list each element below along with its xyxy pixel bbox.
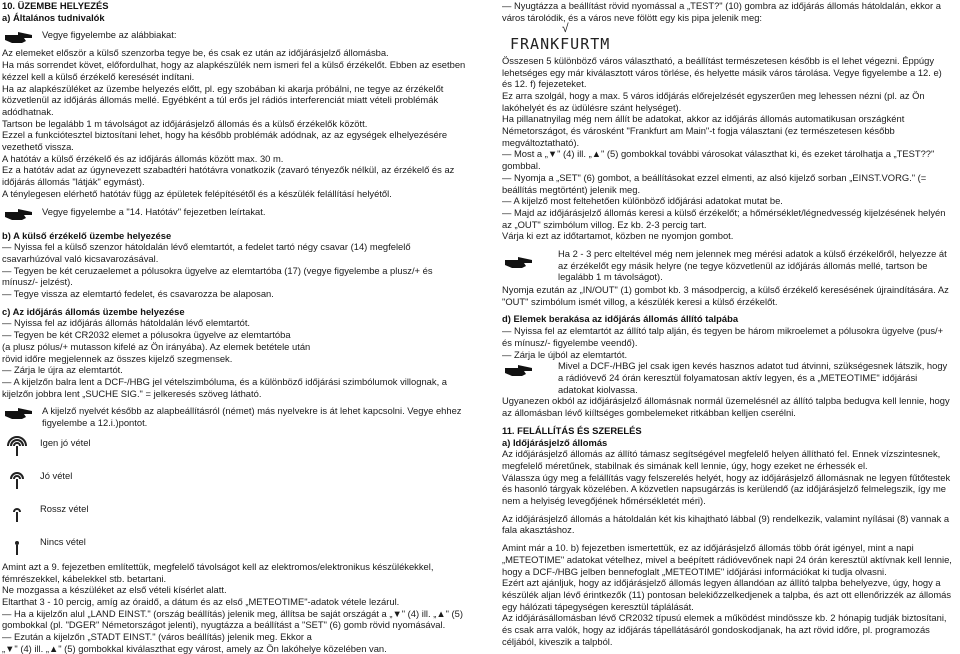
- paragraph: — Zárja le újra az elemtartót.: [2, 364, 123, 376]
- paragraph: — Majd az időjárásjelző állomás keresi a külső érzékelőt; a hőmérséklet/légnedvesség kijelzésének helyén az „OUT" szimbólum villog. Ez kb. 2-3 percig tart.: [502, 206, 946, 230]
- signal-label: Igen jó vétel: [40, 436, 91, 448]
- paragraph: A ténylegesen elérhető hatótáv függ az épületek felépítésétől és a készülék felállításí helyétől.: [2, 187, 392, 199]
- note-block: [2, 29, 467, 47]
- signal-good-icon: [4, 466, 30, 492]
- left-column: [2, 0, 467, 654]
- paragraph: Ne mozgassa a készüléket az első vételi kísérlet alatt.: [2, 584, 227, 596]
- pointing-hand-icon: [504, 362, 534, 378]
- signal-row: [2, 528, 467, 561]
- signal-excellent-icon: [4, 433, 30, 459]
- pointing-hand-icon: [4, 29, 34, 45]
- paragraph: Ez arra szolgál, hogy a max. 5 város időjárás előrejelzését egyszerűen meg lehessen nézni (pl. az Ön lakóhelyét és az üdülésre szánt helységet).: [502, 89, 925, 113]
- paragraph: — Nyissa fel az időjárás állomás hátoldalán lévő elemtartót.: [2, 317, 251, 329]
- signal-label: Rossz vétel: [40, 502, 89, 514]
- paragraph: Nyomja ezután az „IN/OUT" (1) gombot kb. 3 másodpercig, a külső érzékelő keresésének újraindítására. Az "OUT" szimbólum ismét villog, a készülék keresi a külső érzékelőt.: [502, 284, 949, 307]
- subsection-title-11a: a) Időjárásjelző állomás: [502, 436, 608, 448]
- paragraph: — Tegye vissza az elemtartó fedelet, és csavarozza be alaposan.: [2, 288, 274, 300]
- paragraph: Válassza úgy meg a felállítás vagy felszerelés helyét, hogy az időjárásjelző állomásnak ne legyen fűtőtestek és hasonló tárgyak közelében. A közvetlen napsugárzás is kerülendő (az időjárásjelző felmelegszik, így me nem a helyiség levegőjének hőmérsékletét méri).: [502, 471, 951, 507]
- signal-row: [2, 462, 467, 495]
- paragraph: — Tegyen be két ceruzaelemet a pólusokra ügyelve az elemtartóba (17) (vegye figyelembe a plusz/+ és mínusz/- jelzést).: [2, 264, 433, 288]
- subsection-title-b: b) A külső érzékelő üzembe helyezése: [2, 229, 172, 241]
- subsection-title-c: c) Az időjárás állomás üzembe helyezése: [2, 305, 185, 317]
- note-block: [502, 360, 954, 395]
- paragraph: Tartson be legalább 1 m távolságot az időjárásjelző állomás és a külső érzékelők között.: [2, 117, 368, 129]
- paragraph: Várja ki ezt az időtartamot, közben ne nyomjon gombot.: [502, 230, 734, 242]
- paragraph: — A kijelzőn balra lent a DCF-/HBG jel vételszimbóluma, és a különböző időjárási szimbólumok villognak, a kijelzőn jobbra lent „SUCHE SIG." = jelkeresés szöveg látható.: [2, 375, 447, 399]
- display-city-text: FRANKFURTM: [510, 35, 611, 54]
- paragraph: A hatótáv a külső érzékelő és az időjárás állomás között max. 30 m.: [2, 152, 284, 164]
- paragraph: Ha az alapkészüléket az üzembe helyezés előtt, pl. egy szobában ki akarja próbálni, ne tegye az érzékelőt közvetlenül az időjárás állomás mellé. Egyébként a túl erős jel rádiós interferenciát miatt vételi problémák adódhatnak.: [2, 82, 444, 117]
- paragraph: Az időjárásállomásban lévő CR2032 típusú elemek a működést mindössze kb. 2 hónapig tudják biztosítani, és csak arra valók, hogy az időjárás tápellátásáról gondoskodjanak, ha azt rövid időre, pl. programozás céljából, kiveszik a talpból.: [502, 612, 947, 647]
- note-text: Mivel a DCF-/HBG jel csak igen kevés hasznos adatot tud átvinni, szükségesnek látszik, hogy a rádióvevő 24 órán keresztül folyamatosan aktív legyen, és a „METEOTIME" időjárási adatokat kiolvassa.: [558, 360, 948, 395]
- paragraph: Az időjárásjelző állomás a hátoldalán két kis kihajtható lábbal (9) rendelkezik, valamint nyílásai (8) vannak a fala akasztáshoz.: [502, 512, 950, 536]
- paragraph: Összesen 5 különböző város választható, a beállítást természetesen később is el lehet végezni. Éppúgy lehetséges egy már kiválasztott város törlése, és helyette másik város tárolása. Vegye figyelembe a 12. e) és 12. f) fejezeteket.: [502, 54, 942, 90]
- paragraph: Ugyanezen okból az időjárásjelző állomásnak normál üzemelésnél az állító talpba bedugva kell lennie, hogy az állomásban lévő kiíltséges gombelemeket ritkábban kelljen cserélni.: [502, 395, 950, 419]
- note-text: A kijelző nyelvét később az alapbeállításról (német) más nyelvekre is át lehet kapcsolni. Vegye ehhez figyelembe a 12.i.)pontot.: [42, 405, 462, 429]
- note-text: Ha 2 - 3 perc elteltével még nem jelennek meg mérési adatok a külső érzékelőről, helyezze át az érzékelőt egy másik helyre (ne tegye közvetlenül az időjárás állomás mellé, tartson be legalább 1 m távolságot).: [558, 248, 947, 283]
- paragraph: — A kijelző most feltehetően különböző időjárási adatokat mutat be.: [502, 195, 783, 207]
- note-block: [2, 206, 467, 224]
- note-text: Vegye figyelembe a "14. Hatótáv" fejezetben leírtakat.: [42, 205, 266, 217]
- paragraph: Ezért azt ajánljuk, hogy az időjárásjelző állomás legyen állandóan az állító talpba behelyezve, úgy, hogy a készülék aljan lévő érintkezők (11) pontosan belekiőzzelkedjenek a talpba, és azt ott ellenőrizzék az állomás egy hálózati tápegységen keresztül táplálását.: [502, 577, 952, 612]
- paragraph: — Ezután a kijelzőn „STADT EINST." (város beállítás) jelenik meg. Ekkor a: [2, 631, 312, 643]
- section-title-11: 11. FELÁLLÍTÁS ÉS SZERELÉS: [502, 424, 642, 436]
- paragraph: Ha más sorrendet követ, előfordulhat, hogy az alapkészülék nem ismeri fel a külső érzékelőt. Ebben az esetben kézzel kell a külső érzékelő keresését indítani.: [2, 59, 466, 82]
- signal-label: Jó vétel: [40, 469, 73, 481]
- paragraph: Amint már a 10. b) fejezetben ismertettük, ez az időjárásjelző állomás több órát igényel, mint a napi „METEOTIME" adatokat vételhez, mivel a beépített rádióvevőnek napi 24 órán keresztül aktívnak kell lennie, hogy a DCF-/HBG jelben bennefoglalt „METEOTIME" időjárási információkat ki tudja olvasni.: [502, 542, 952, 577]
- pointing-hand-icon: [4, 405, 34, 421]
- right-column: [502, 0, 954, 647]
- paragraph: Eltarthat 3 - 10 percig, amíg az óraidő, a dátum és az első „METEOTIME"-adatok vétele lezárul.: [2, 595, 400, 607]
- checkmark-icon: √: [562, 21, 569, 36]
- section-title-10: 10. ÜZEMBE HELYEZÉS: [2, 0, 109, 11]
- paragraph: Ezzel a funkciótesztel biztosítani lehet, hogy ha később problémák adódnak, az az egységek elhelyezésére vezethető vissza.: [2, 129, 448, 153]
- pointing-hand-icon: [504, 254, 534, 270]
- paragraph: Ez a hatótáv adat az úgynevezett szabadtéri hatótávra vonatkozik (zavaró tényezők nélkül, az érzékelő és az időjárás állomás "látják" egymást).: [2, 164, 455, 188]
- paragraph: — Tegyen be két CR2032 elemet a pólusokra ügyelve az elemtartóba: [2, 329, 291, 341]
- paragraph: — Nyomja a „SET" (6) gombot, a beállításokat ezzel elmenti, az alsó kijelző sorban „EINST.VORG." (= beállítás megtörtént) jelenik meg.: [502, 171, 927, 195]
- paragraph: (a plusz pólus/+ mutasson kifelé az Ön irányába). Az elemek betétele után: [2, 340, 311, 352]
- paragraph: Az elemeket először a külső szenzorba tegye be, és csak ez után az időjárásjelző állomásba.: [2, 47, 389, 59]
- paragraph: — Ha a kijelzőn alul „LAND EINST." (ország beállítás) jelenik meg, állítsa be saját országát a „▼" (4) ill. „▲" (5) gombokkal (pl. "DGER" Németországot jelenti), nyugtázza a beállítást a "SET" (6) gomb rövid nyomásával.: [2, 607, 463, 631]
- paragraph: — Nyissa fel a külső szenzor hátoldalán lévő elemtartót, a fedelet tartó négy csavar (14) megfelelő csavarhúzóval való kicsavarozásával.: [2, 241, 411, 264]
- display-illustration: [502, 23, 954, 54]
- note-text: Vegye figyelembe az alábbiakat:: [42, 29, 177, 41]
- paragraph: — Zárja le újból az elemtartót.: [502, 348, 628, 360]
- pointing-hand-icon: [4, 206, 34, 222]
- paragraph: Ha pillanatnyilag még nem állít be adatokat, akkor az időjárás állomás automatikusan országként Németországot, és városként "Frankfurt am Main"-t fogja választani (ez természetesen később megváltoztatható).: [502, 113, 905, 148]
- signal-label: Nincs vétel: [40, 535, 86, 547]
- signal-none-icon: [4, 532, 30, 558]
- subsection-title-d: d) Elemek berakása az időjárás állomás állító talpába: [502, 313, 739, 325]
- paragraph: — Nyissa fel az elemtartót az állító talp alján, és tegyen be három mikroelemet a pólusokra ügyelve (pus/+ és mínusz/- figyelembe veendő).: [502, 325, 944, 348]
- signal-poor-icon: [4, 499, 30, 525]
- paragraph: Amint azt a 9. fejezetben említettük, megfelelő távolságot kell az elektromos/elektronikus készülékekkel, fémrészekkel, kábelekkel stb. betartani.: [2, 560, 434, 584]
- paragraph: Az időjárásjelző állomás az állító támasz segítségével megfelelő helyen állítható fel. Ennek vízszintesnek, megfelelő méretűnek, stabilnak és simának kell lennie, úgy, hogy ezeket ne érhessék el.: [502, 448, 941, 471]
- signal-row: [2, 429, 467, 462]
- paragraph: — Most a „▼" (4) ill. „▲" (5) gombokkal további városokat választhat ki, és ezeket tárolhatja a „TEST??" gombbal.: [502, 148, 935, 172]
- note-block: [502, 248, 954, 284]
- subsection-title-a: a) Általános tudnivalók: [2, 11, 105, 23]
- paragraph: — Nyugtázza a beállítást rövid nyomással a „TEST?" (10) gombra az időjárás állomás hátoldalán, ekkor a város tárolódik, és a város neve fölött egy kis pipa jelenik meg:: [502, 0, 941, 23]
- note-block: [2, 405, 467, 428]
- paragraph: „▼" (4) ill. „▲" (5) gombokkal kiválaszthat egy várost, amely az Ön lakóhelye közelében van.: [2, 642, 387, 654]
- signal-row: [2, 495, 467, 528]
- paragraph: rövid időre megjelennek az összes kijelző szegmensek.: [2, 352, 233, 364]
